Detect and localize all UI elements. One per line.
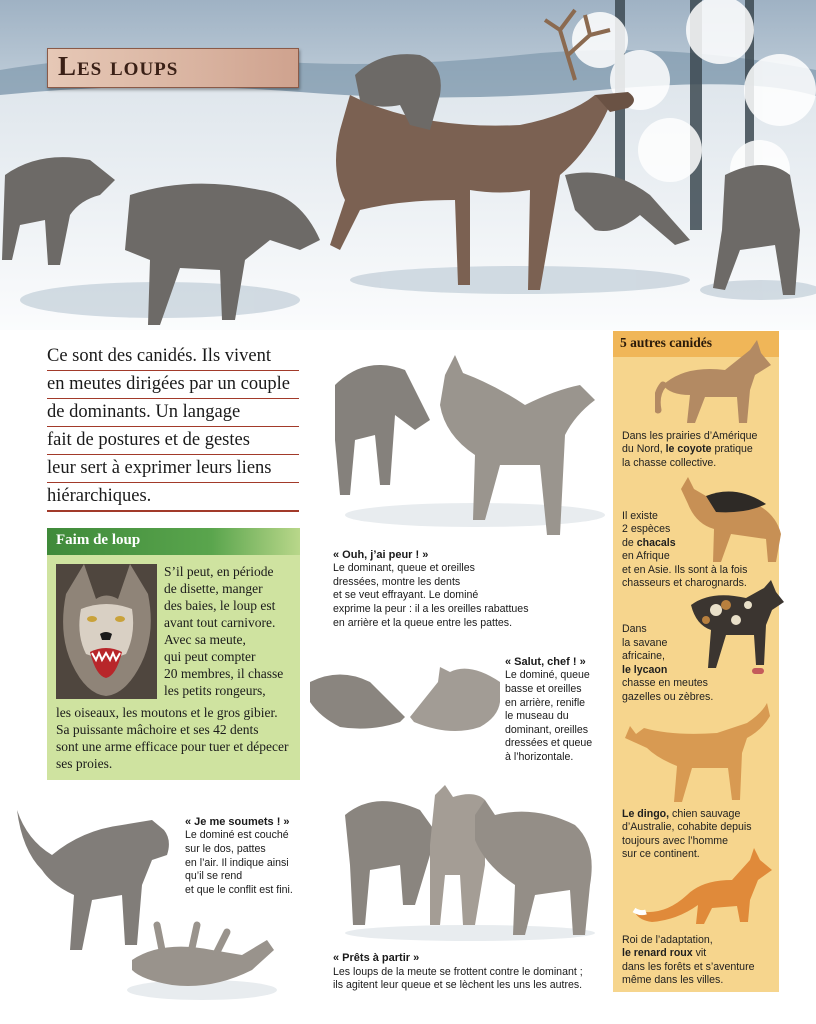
faim-line: avant tout carnivore.	[164, 615, 276, 630]
intro-line: fait de postures et de gestes	[47, 427, 299, 455]
faim-line: des baies, le loup est	[164, 598, 276, 613]
faim-line: de disette, manger	[164, 581, 263, 596]
red-fox-illustration	[632, 840, 774, 928]
lycaon-line: gazelles ou zèbres.	[622, 691, 714, 703]
caption-chef-line: dominant, oreilles	[505, 724, 589, 736]
dingo-line: Le dingo, chien sauvage	[622, 808, 741, 820]
caption-chef-title: « Salut, chef ! »	[505, 656, 586, 668]
jackal-line: 2 espèces	[622, 523, 671, 535]
caption-peur-title: « Ouh, j’ai peur ! »	[333, 549, 429, 561]
jackal-line: en Afrique	[622, 550, 670, 562]
caption-peur-line: dressées, montre les dents	[333, 576, 461, 588]
faim-line: Sa puissante mâchoire et ses 42 dents	[56, 722, 259, 737]
dingo-illustration	[622, 698, 772, 806]
caption-chef-line: basse et oreilles	[505, 683, 582, 695]
faim-line: 20 membres, il chasse	[164, 666, 284, 681]
faim-line: ses proies.	[56, 756, 113, 771]
caption-partir-title: « Prêts à partir »	[333, 952, 420, 964]
jackal-line: de chacals	[622, 537, 676, 549]
intro-line: hiérarchiques.	[47, 483, 299, 512]
fox-line: le renard roux vit	[622, 947, 707, 959]
caption-soumets-line: sur le dos, pattes	[185, 843, 266, 855]
caption-soumets-line: Le dominé est couché	[185, 829, 289, 841]
wolves-greeting-illustration	[310, 662, 500, 752]
page-title: Les loups	[58, 51, 179, 81]
caption-peur-line: et se veut effrayant. Le dominé	[333, 589, 479, 601]
lycaon-line: Dans	[622, 623, 647, 635]
intro-line: en meutes dirigées par un couple	[47, 371, 299, 399]
jackal-line: et en Asie. Ils sont à la fois	[622, 564, 748, 576]
caption-peur-line: exprime la peur : il a les oreilles rabattues	[333, 603, 529, 615]
wolf-snarling-photo	[56, 564, 157, 699]
lycaon-illustration	[686, 580, 786, 680]
caption-soumets-line: en l’air. Il indique ainsi	[185, 857, 289, 869]
intro-line: de dominants. Un langage	[47, 399, 299, 427]
intro-text	[47, 343, 299, 512]
caption-chef-line: Le dominé, queue	[505, 669, 590, 681]
jackal-line: chasseurs et charognards.	[622, 577, 747, 589]
dingo-line: toujours avec l’homme	[622, 835, 728, 847]
dingo-line: sur ce continent.	[622, 848, 700, 860]
coyote-line: Dans les prairies d’Amérique	[622, 430, 758, 442]
jackal-line: Il existe	[622, 510, 658, 522]
wolves-pack-illustration	[335, 785, 605, 945]
coyote-line: la chasse collective.	[622, 457, 717, 469]
jackal-illustration	[676, 474, 786, 566]
caption-partir-line: ils agitent leur queue et se lèchent les uns les autres.	[333, 979, 583, 991]
coyote-line: du Nord, le coyote pratique	[622, 443, 753, 455]
intro-line: Ce sont des canidés. Ils vivent	[47, 343, 299, 371]
faim-line: S’il peut, en période	[164, 564, 274, 579]
lycaon-line: le lycaon	[622, 664, 668, 676]
intro-line: leur sert à exprimer leurs liens	[47, 455, 299, 483]
lycaon-line: chasse en meutes	[622, 677, 708, 689]
caption-peur-line: en arrière et la queue entre les pattes.	[333, 617, 513, 629]
lycaon-line: africaine,	[622, 650, 665, 662]
caption-partir-line: Les loups de la meute se frottent contre le dominant ;	[333, 966, 583, 978]
faim-line: les petits rongeurs,	[164, 683, 266, 698]
faim-line: sont une arme efficace pour tuer et dépecer	[56, 739, 289, 754]
fox-line: même dans les villes.	[622, 974, 724, 986]
fox-line: Roi de l’adaptation,	[622, 934, 713, 946]
caption-chef-line: en arrière, renifle	[505, 697, 586, 709]
caption-chef-line: à l’horizontale.	[505, 751, 574, 763]
caption-soumets-title: « Je me soumets ! »	[185, 816, 290, 828]
caption-soumets-line: et que le conflit est fini.	[185, 884, 293, 896]
faim-line: les oiseaux, les moutons et le gros gibier.	[56, 705, 278, 720]
caption-chef-line: dressées et queue	[505, 737, 593, 749]
faim-line: qui peut compter	[164, 649, 256, 664]
fox-line: dans les forêts et s’aventure	[622, 961, 755, 973]
caption-soumets-line: qu’il se rend	[185, 870, 243, 882]
sidebar-title: 5 autres canidés	[620, 335, 713, 350]
lycaon-line: la savane	[622, 637, 668, 649]
faim-line: Avec sa meute,	[164, 632, 246, 647]
coyote-illustration	[655, 335, 775, 427]
wolves-fear-illustration	[325, 345, 610, 545]
caption-peur-line: Le dominant, queue et oreilles	[333, 562, 475, 574]
faim-title: Faim de loup	[56, 532, 141, 548]
dingo-line: d’Australie, cohabite depuis	[622, 821, 752, 833]
caption-chef-line: le museau du	[505, 710, 569, 722]
